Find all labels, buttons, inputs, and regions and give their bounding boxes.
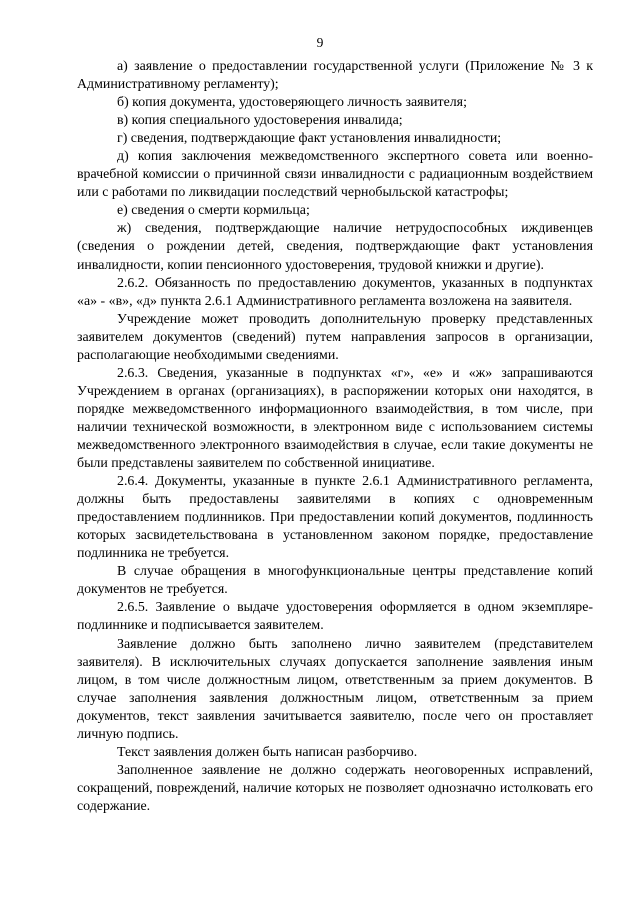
paragraph-item-a: а) заявление о предоставлении государственной услуги (Приложение № 3 к Административному регламенту); (77, 59, 593, 93)
paragraph-2-6-3: 2.6.3. Сведения, указанные в подпунктах «г», «е» и «ж» запрашиваются Учреждением в органах (организациях), в распоряжении которых они находятся, в порядке межведомственного информационного взаимодействия, в том числе, при наличии технической возможности, в электронном виде с использованием системы межведомственного электронного взаимодействия в случае, если такие документы не были представлены заявителем по собственной инициативе. (77, 365, 593, 472)
paragraph-item-zh: ж) сведения, подтверждающие наличие нетрудоспособных иждивенцев (сведения о рождении детей, сведения, подтверждающие факт установления инвалидности, копии пенсионного удостоверения, трудовой книжки и другие). (77, 221, 593, 273)
paragraph-legible-text: Текст заявления должен быть написан разборчиво. (117, 744, 418, 760)
paragraph-no-corrections: Заполненное заявление не должно содержать неоговоренных исправлений, сокращений, повреждений, наличие которых не позволяет однозначно истолковать его содержание. (77, 762, 593, 814)
paragraph-filling-application: Заявление должно быть заполнено лично заявителем (представителем заявителя). В исключительных случаях допускается заполнение заявления иным лицом, в том числе должностным лицом, ответственным за прием документов. В случае заполнения заявления должностным лицом, ответственным за прием документов, текст заявления зачитывается заявителю, после чего он проставляет личную подпись. (77, 636, 593, 742)
paragraph-2-6-5: 2.6.5. Заявление о выдаче удостоверения оформляется в одном экземпляре-подлиннике и подписывается заявителем. (77, 600, 593, 634)
paragraph-2-6-2: 2.6.2. Обязанность по предоставлению документов, указанных в подпунктах «а» - «в», «д» пункта 2.6.1 Административного регламента возложена на заявителя. (77, 275, 593, 309)
page-number: 9 (316, 35, 324, 50)
paragraph-item-e: е) сведения о смерти кормильца; (117, 203, 310, 219)
paragraph-item-b: б) копия документа, удостоверяющего личность заявителя; (117, 95, 467, 111)
paragraph-mfc-copies: В случае обращения в многофункциональные центры представление копий документов не требуется. (77, 564, 593, 598)
paragraph-additional-check: Учреждение может проводить дополнительную проверку представленных заявителем документов (сведений) путем направления запросов в организации, располагающие необходимыми сведениями. (77, 311, 593, 363)
paragraph-2-6-4: 2.6.4. Документы, указанные в пункте 2.6.1 Административного регламента, должны быть предоставлены заявителями в копиях с одновременным предоставлением подлинников. При предоставлении копий документов, подлинность которых засвидетельствована в установленном законом порядке, предоставление подлинника не требуется. (77, 474, 593, 562)
document-body (77, 58, 593, 816)
paragraph-item-v: в) копия специального удостоверения инвалида; (117, 113, 403, 129)
paragraph-item-g: г) сведения, подтверждающие факт установления инвалидности; (117, 131, 502, 147)
paragraph-item-d: д) копия заключения межведомственного экспертного совета или военно-врачебной комиссии о причинной связи инвалидности с радиационным воздействием или с работами по ликвидации последствий чернобыльской катастрофы; (77, 149, 593, 201)
